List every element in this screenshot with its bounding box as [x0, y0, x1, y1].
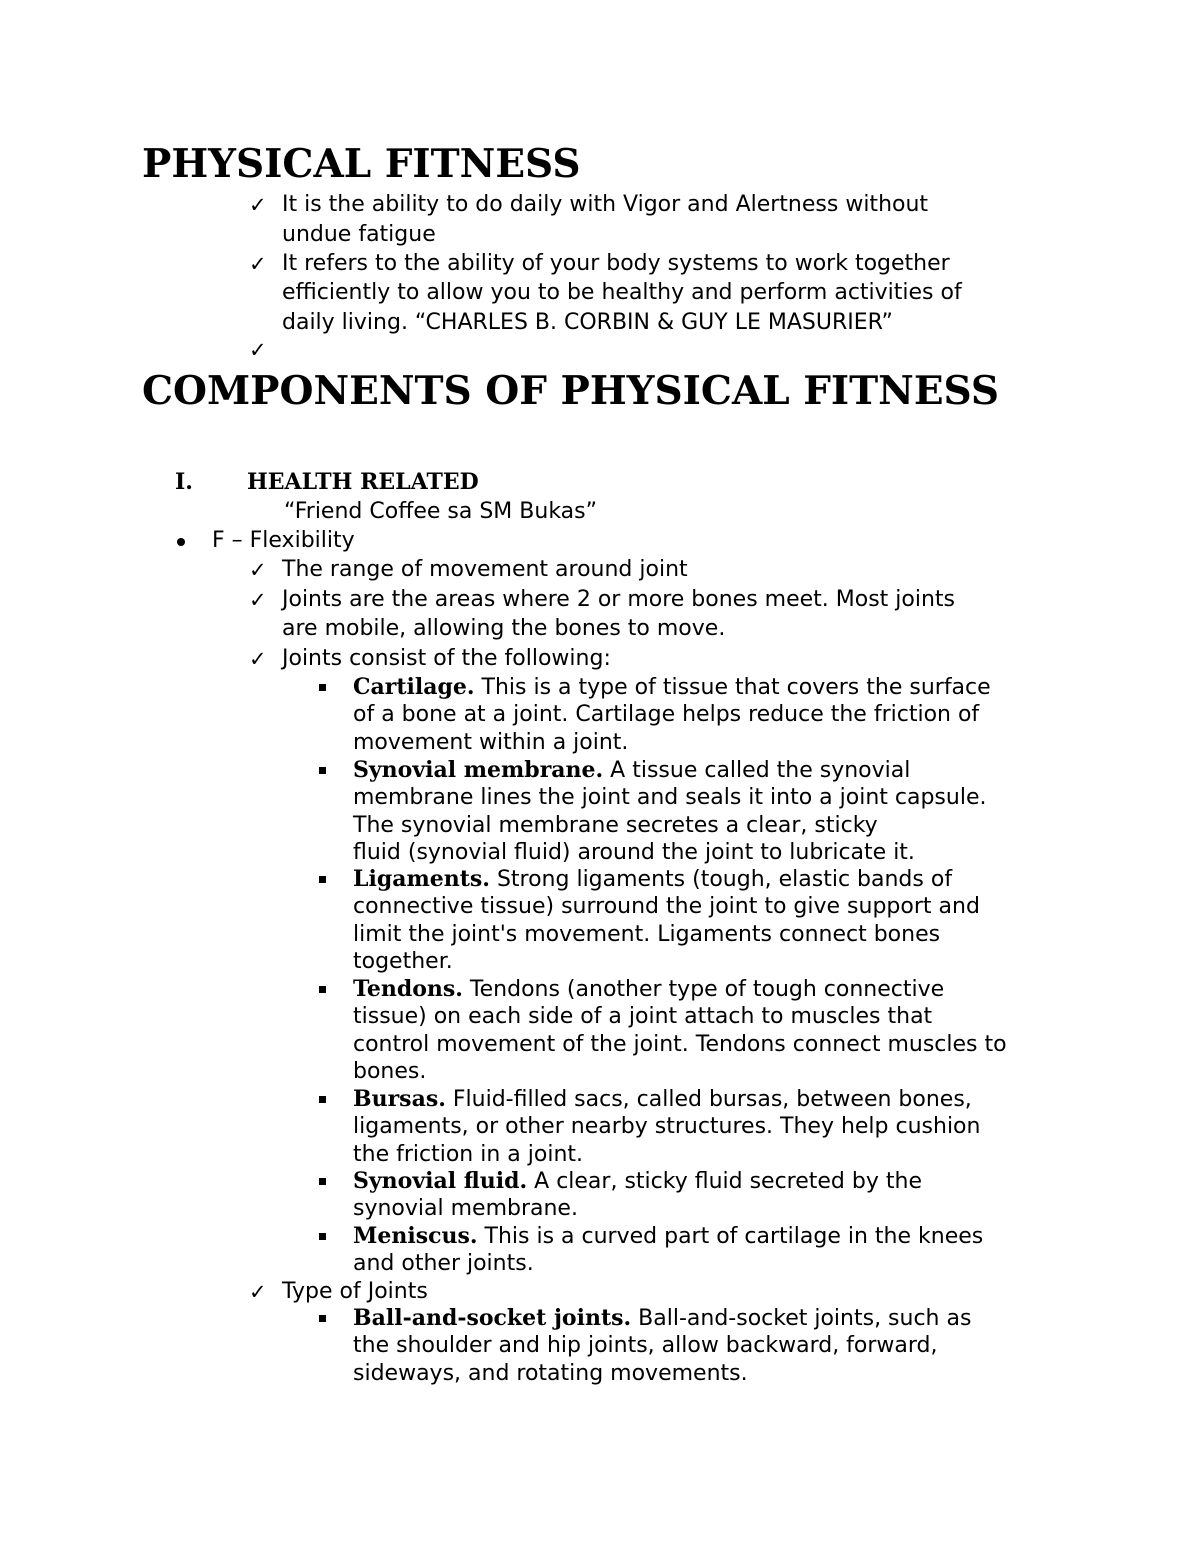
- joint-types-heading: Type of Joints: [282, 1279, 428, 1304]
- square-bullet-icon: [319, 876, 326, 883]
- term: Meniscus.: [353, 1223, 478, 1249]
- joint-part-item: Cartilage. This is a type of tissue that covers the surface of a bone at a joint. Cartilage helps reduce the friction of movement within a joint.: [353, 674, 991, 755]
- term: Synovial fluid.: [353, 1168, 528, 1194]
- bullet-icon: [177, 538, 185, 546]
- section-title: HEALTH RELATED: [247, 469, 479, 495]
- joint-part-item: Synovial fluid. A clear, sticky fluid secreted by the synovial membrane.: [353, 1168, 922, 1222]
- joint-type-item: Ball-and-socket joints. Ball-and-socket joints, such as the shoulder and hip joints, allow backward, forward, sideways, and rotating movements.: [353, 1305, 972, 1386]
- section-numeral: I.: [175, 469, 193, 495]
- square-bullet-icon: [319, 986, 326, 993]
- section-mnemonic: “Friend Coffee sa SM Bukas”: [284, 499, 598, 524]
- term: Cartilage.: [353, 674, 475, 700]
- joint-part-item: Meniscus. This is a curved part of cartilage in the knees and other joints.: [353, 1223, 984, 1277]
- flexibility-point: Joints consist of the following:: [282, 646, 611, 671]
- term: Ligaments.: [353, 866, 490, 892]
- flexibility-point: The range of movement around joint: [282, 557, 688, 582]
- joint-part-item: Ligaments. Strong ligaments (tough, elastic bands of connective tissue) surround the joint to give support and limit the joint's movement. Ligaments connect bones together.: [353, 866, 980, 974]
- checkmark-icon: ✓: [249, 558, 267, 582]
- checkmark-icon: ✓: [249, 193, 267, 217]
- definition-line: It is the ability to do daily with Vigor and Alertness without: [282, 192, 929, 217]
- joint-part-item: Synovial membrane. A tissue called the synovial membrane lines the joint and seals it into a joint capsule. The synovial membrane secretes a clear, sticky fluid (synovial fluid) around the joint to lubricate it.: [353, 757, 987, 865]
- checkmark-icon: ✓: [249, 588, 267, 612]
- checkmark-icon: ✓: [249, 647, 267, 671]
- components-title: COMPONENTS OF PHYSICAL FITNESS: [142, 368, 1000, 414]
- flexibility-point: Joints are the areas where 2 or more bones meet. Most joints: [282, 587, 956, 612]
- square-bullet-icon: [319, 1096, 326, 1103]
- checkmark-icon: ✓: [249, 252, 267, 276]
- term: Ball-and-socket joints.: [353, 1305, 632, 1331]
- square-bullet-icon: [319, 1315, 326, 1322]
- page-title: PHYSICAL FITNESS: [142, 141, 581, 187]
- definition-line: daily living. “CHARLES B. CORBIN & GUY LE MASURIER”: [282, 310, 893, 335]
- flexibility-point: are mobile, allowing the bones to move.: [282, 616, 726, 641]
- square-bullet-icon: [319, 1178, 326, 1185]
- term: Bursas.: [353, 1086, 446, 1112]
- square-bullet-icon: [319, 767, 326, 774]
- term: Tendons.: [353, 976, 463, 1002]
- joint-part-item: Tendons. Tendons (another type of tough connective tissue) on each side of a joint attach to muscles that control movement of the joint. Tendons connect muscles to bones.: [353, 976, 1007, 1084]
- flexibility-heading: F – Flexibility: [212, 528, 355, 553]
- square-bullet-icon: [319, 684, 326, 691]
- checkmark-icon: ✓: [249, 338, 267, 362]
- definition-line: undue fatigue: [282, 222, 436, 247]
- checkmark-icon: ✓: [249, 1280, 267, 1304]
- definition-line: It refers to the ability of your body systems to work together: [282, 251, 950, 276]
- term: Synovial membrane.: [353, 757, 604, 783]
- square-bullet-icon: [319, 1233, 326, 1240]
- joint-part-item: Bursas. Fluid-filled sacs, called bursas, between bones, ligaments, or other nearby structures. They help cushion the friction in a joint.: [353, 1086, 981, 1167]
- definition-line: efficiently to allow you to be healthy and perform activities of: [282, 280, 962, 305]
